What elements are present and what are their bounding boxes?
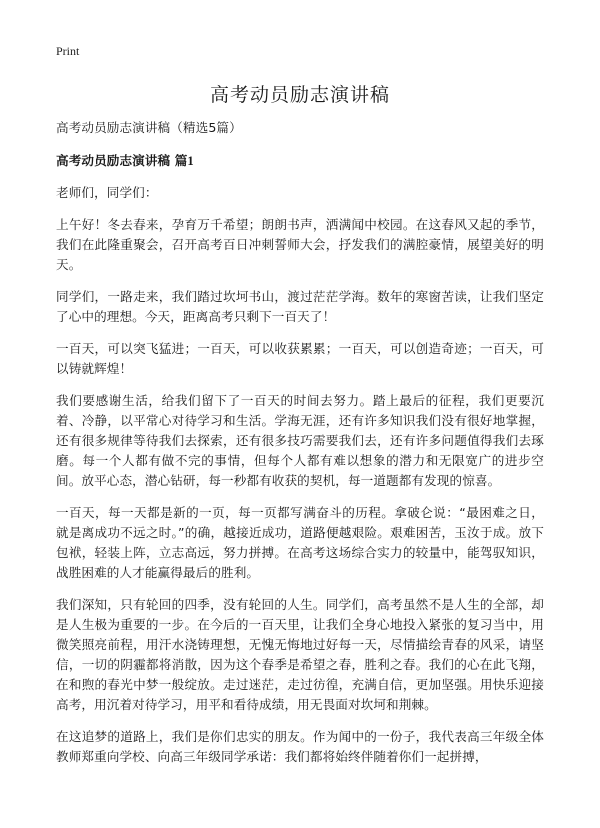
section-heading-text: 高考动员励志演讲稿 篇 — [56, 153, 188, 168]
paragraph: 在这追梦的道路上，我们是你们忠实的朋友。作为闻中的一份子，我代表高三年级全体教师郑重向学校、向高三年级同学承诺：我们都将始终伴随着你们一起拼搏， — [56, 729, 544, 764]
paragraph: 我们要感谢生活，给我们留下了一百天的时间去努力。踏上最后的征程，我们更要沉着、冷静，以平常心对待学习和生活。学海无涯，还有许多知识我们没有很好地掌握，还有很多规律等待我们去探索，还有很多技巧需要我们去，还有许多问题值得我们去琢磨。每一个人都有做不完的事情，但每个人都有难以想象的潜力和无限宽广的进步空间。放平心态，潜心钻研，每一秒都有收获的契机，每一道题都有发现的惊喜。 — [56, 393, 544, 488]
section-heading — [56, 151, 544, 171]
paragraph: 同学们，一路走来，我们踏过坎坷书山，渡过茫茫学海。数年的寒窗苦读，让我们坚定了心中的理想。今天，距离高考只剩下一百天了！ — [56, 289, 544, 324]
paragraph: 上午好！冬去春来，孕育万千希望；朗朗书声，洒满闻中校园。在这春风又起的季节，我们在此隆重聚会，召开高考百日冲刺誓师大会，抒发我们的满腔豪情，展望美好的明天。 — [56, 217, 544, 272]
section-heading-number: 1 — [187, 154, 194, 168]
paragraph-greeting: 老师们，同学们： — [56, 185, 158, 200]
print-link[interactable]: Print — [56, 44, 80, 58]
paragraph: 一百天，每一天都是新的一页，每一页都写满奋斗的历程。拿破仑说：“最困难之日，就是离成功不远之时。”的确，越接近成功，道路便越艰险。艰难困苦，玉汝于成。放下包袱，轻装上阵，立志高远，努力拼搏。在高考这场综合实力的较量中，能驾驭知识，战胜困难的人才能赢得最后的胜利。 — [56, 505, 544, 580]
document-body — [56, 118, 544, 779]
paragraph: 一百天，可以突飞猛进；一百天，可以收获累累；一百天，可以创造奇迹；一百天，可以铸就辉煌！ — [56, 341, 544, 376]
document-subtitle: 高考动员励志演讲稿（精选5篇） — [56, 120, 242, 135]
paragraph: 我们深知，只有轮回的四季，没有轮回的人生。同学们，高考虽然不是人生的全部，却是人生极为重要的一步。在今后的一百天里，让我们全身心地投入紧张的复习当中，用微笑照亮前程，用汗水浇铸理想，无愧无悔地过好每一天，尽情描绘青春的风采，请坚信，一切的阴霾都将消散，因为这个春季是希望之春，胜利之春。我们的心在此飞翔，在和煦的春光中梦一般绽放。走过迷茫，走过彷徨，充满自信，更加坚强。用快乐迎接高考，用沉着对待学习，用平和看待成绩，用无畏面对坎坷和荆棘。 — [56, 597, 544, 712]
page-title: 高考动员励志演讲稿 — [209, 84, 390, 106]
